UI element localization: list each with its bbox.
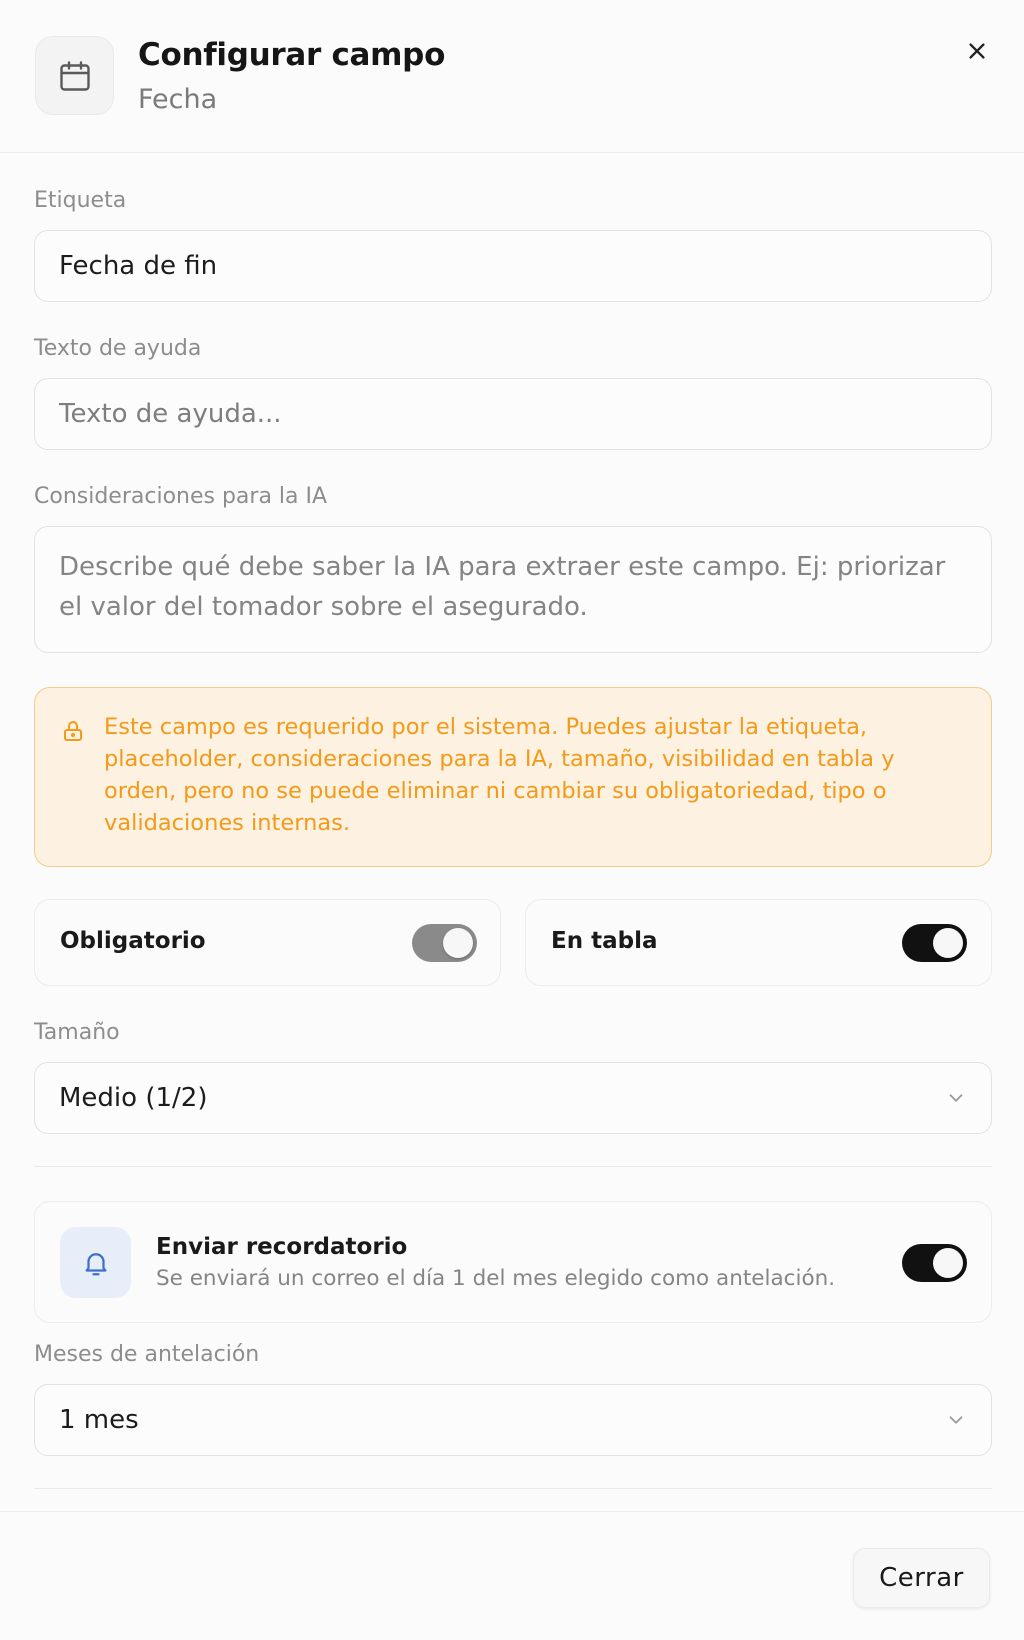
lock-icon — [61, 719, 85, 743]
toggle-knob — [443, 928, 473, 958]
system-field-warning — [34, 687, 992, 867]
required-toggle-label: Obligatorio — [60, 928, 206, 954]
size-select[interactable] — [34, 1062, 992, 1134]
calendar-icon — [57, 58, 93, 94]
help-text-field-label: Texto de ayuda — [34, 336, 202, 361]
chevron-down-icon — [945, 1087, 967, 1109]
section-divider — [34, 1166, 992, 1167]
reminder-title: Enviar recordatorio — [156, 1234, 408, 1260]
reminder-toggle[interactable] — [902, 1244, 967, 1282]
field-type-subtitle: Fecha — [138, 84, 218, 115]
toggle-knob — [933, 928, 963, 958]
reminder-icon-box — [60, 1227, 131, 1298]
chevron-down-icon — [945, 1409, 967, 1431]
required-toggle-card — [34, 899, 501, 986]
ai-considerations-field-label: Consideraciones para la IA — [34, 484, 328, 509]
ai-considerations-textarea[interactable] — [34, 526, 992, 653]
reminder-card — [34, 1201, 992, 1323]
toggle-knob — [933, 1248, 963, 1278]
panel-header — [0, 0, 1024, 153]
help-text-input[interactable] — [34, 378, 992, 450]
label-input[interactable] — [34, 230, 992, 302]
bell-icon — [81, 1248, 111, 1278]
months-ahead-select[interactable] — [34, 1384, 992, 1456]
in-table-toggle[interactable] — [902, 924, 967, 962]
close-action-button[interactable] — [853, 1548, 990, 1608]
panel-footer — [0, 1511, 1024, 1640]
in-table-toggle-card — [525, 899, 992, 986]
label-field-label: Etiqueta — [34, 188, 127, 213]
reminder-description: Se enviará un correo el día 1 del mes elegido como antelación. — [156, 1266, 836, 1291]
ai-considerations-placeholder: Describe qué debe saber la IA para extraer este campo. Ej: priorizar el valor del tomador sobre el asegurado. — [59, 552, 946, 622]
close-icon — [966, 40, 988, 62]
close-action-label: Cerrar — [879, 1563, 964, 1593]
label-input-value: Fecha de fin — [59, 251, 218, 281]
warning-text: Este campo es requerido por el sistema. Puedes ajustar la etiqueta, placeholder, consideraciones para la IA, tamaño, visibilidad en tabla y orden, pero no se puede eliminar ni cambiar su obligatoriedad, tipo o validaciones internas. — [104, 714, 895, 836]
months-ahead-select-value: 1 mes — [59, 1405, 139, 1435]
required-toggle[interactable] — [412, 924, 477, 962]
section-divider — [34, 1488, 992, 1489]
field-type-icon-box — [35, 36, 114, 115]
in-table-toggle-label: En tabla — [551, 928, 658, 954]
size-field-label: Tamaño — [34, 1020, 120, 1045]
months-ahead-field-label: Meses de antelación — [34, 1342, 260, 1367]
page-title: Configurar campo — [138, 37, 446, 73]
help-text-placeholder: Texto de ayuda... — [59, 399, 282, 429]
size-select-value: Medio (1/2) — [59, 1083, 208, 1113]
close-button[interactable] — [960, 34, 994, 68]
